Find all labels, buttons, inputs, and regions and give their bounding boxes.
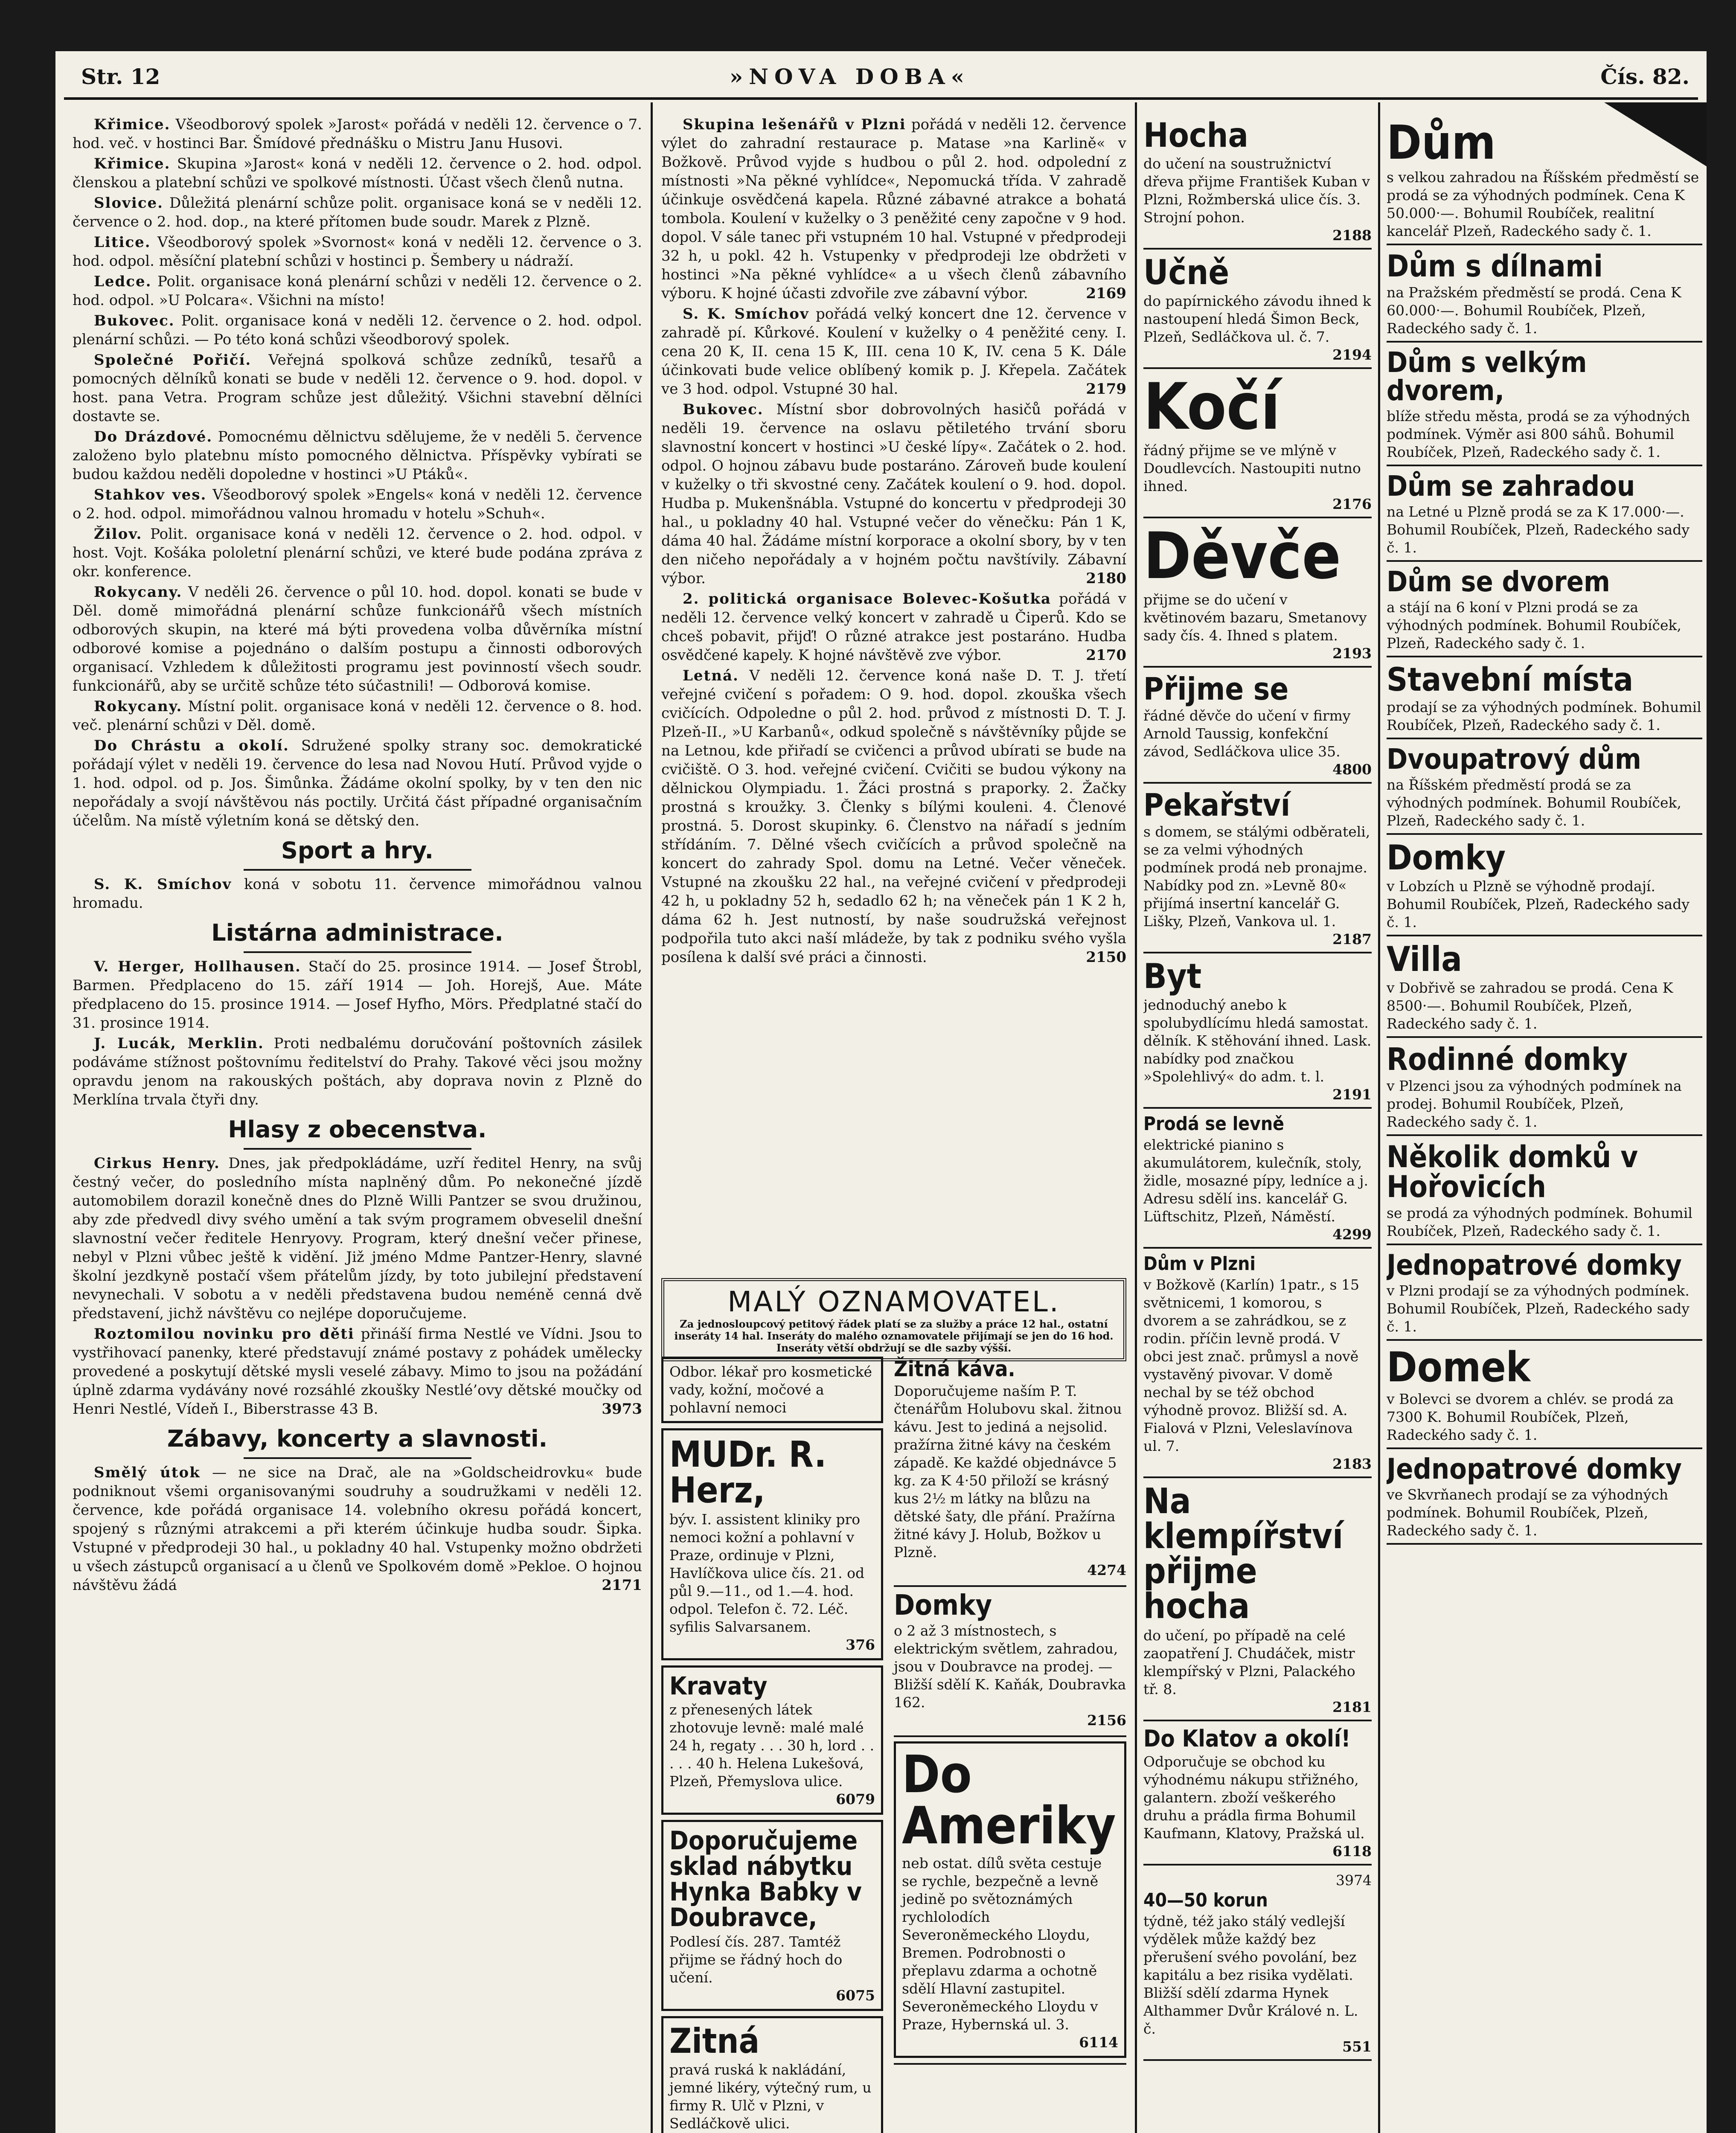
ad-heading: Děvče [1143, 519, 1341, 593]
ad-text: ve Skvrňanech prodají se za výhodných podmínek. Bohumil Roubíček, Plzeň, Radeckého sady č. 1. [1387, 1486, 1669, 1539]
notice-lead: Ledce. [94, 273, 152, 290]
notice-lead: Do Drázdové. [94, 428, 213, 445]
ad-heading: Do Klatov a okolí! [1143, 1725, 1351, 1752]
ad-heading: 40—50 korun [1143, 1889, 1268, 1911]
column-1 [73, 115, 642, 2133]
ad-number: 3974 [1336, 1872, 1372, 1889]
notice-paragraph [661, 666, 1126, 967]
ad-heading: Domky [894, 1589, 992, 1622]
ad-heading: Domek [1387, 1343, 1531, 1391]
ad-heading: Kočí [1143, 370, 1280, 444]
classified-ad [1143, 1255, 1372, 1478]
ad-text: v Dobřivě se zahradou se prodá. Cena K 8500·—. Bohumil Roubíček, Plzeň, Radeckého sady č. 1. [1387, 979, 1673, 1032]
classifieds-banner [661, 1278, 1126, 1361]
page-header [55, 51, 1707, 98]
issue-number: Čís. 82. [1600, 64, 1689, 89]
ad-heading: Pekařství [1143, 787, 1291, 823]
ad-text: na Letné u Plzně prodá se za K 17.000·—. Bohumil Roubíček, Plzeň, Radeckého sady č. 1. [1387, 503, 1689, 556]
ad-text: z přenesených látek zhotovuje levně: malé malé 24 h, regaty . . . 30 h, lord . . . . . 40 h. Helena Lukešová, Plzeň, Přemyslova ulice. [669, 1701, 875, 1790]
classified-ad [1387, 1251, 1702, 1341]
notice-lead: Roztomilou novinku pro děti [94, 1325, 355, 1343]
ad-text: blíže středu města, prodá se za výhodných podmínek. Výměr asi 800 sáhů. Bohumil Roubíček, Plzeň, Radeckého sady č. 1. [1387, 408, 1690, 460]
ad-text: v Lobzích u Plzně se výhodně prodají. Bohumil Roubíček, Plzeň, Radeckého sady č. 1. [1387, 878, 1689, 930]
ad-heading: Dům [1387, 117, 1496, 170]
notice-text: Místní sbor dobrovolných hasičů pořádá v neděli 19. července na oslavu pětiletého trvání sboru slavnostní koncert v hostinci »U české lípy«. Začátek o 2. hod. odpol. O hojnou zábavu bude postaráno. Zároveň bude koulení v kuželky o tři skvostné ceny. Začátek koulení o 9. hod. dopol. Hudba p. Mukenšnábla. Vstupné do koncertu v předprodeji 30 hal., u pokladny 40 hal. Vstupné večer do věnečku: Pán 1 K, dáma 40 hal. Žádáme místní korporace a okolní sbory, by v ten den ničeho nepořádaly a v hojném počtu navštívily. Zábavní výbor. [661, 401, 1126, 587]
notice-paragraph [73, 697, 642, 735]
header-rule [64, 97, 1698, 100]
notice-text: Polit. organisace koná v neděli 12. července o 2. hod. odpol. plenární schůzi. — Po této koná schůzi všeodborový spolek. [73, 312, 642, 348]
notice-lead: Křimice. [94, 155, 171, 172]
classified-ad [1387, 1041, 1702, 1136]
ad-heading: Kravaty [669, 1671, 768, 1700]
newspaper-page [55, 51, 1707, 2133]
classified-ad [1387, 745, 1702, 835]
ad-heading: Stavební místa [1387, 660, 1634, 698]
section-heading: Sport a hry. [281, 837, 433, 864]
ad-number: 6075 [836, 1987, 875, 2004]
ad-text: do učení, po případě na celé zaopatření J. Chudáček, mistr klempířský v Plzni, Palackého tř. 8. [1143, 1627, 1355, 1697]
notice-text: Skupina »Jarost« koná v neděli 12. července o 2. hod. odpol. členskou a platební schůzi ve spolkové místnosti. Účast všech členů nutna. [73, 155, 642, 191]
notice-paragraph [73, 875, 642, 912]
ad-heading: Dům s velkým dvorem, [1387, 346, 1587, 407]
classified-ad [661, 2016, 883, 2133]
notice-paragraph [661, 590, 1126, 665]
ad-heading: Dům v Plzni [1143, 1253, 1256, 1275]
classified-ad [1143, 1871, 1372, 2061]
notice-number: 2171 [602, 1577, 642, 1594]
ad-number: 6079 [836, 1791, 875, 1808]
section-heading: Zábavy, koncerty a slavnosti. [167, 1425, 548, 1452]
ad-text: Doporučujeme naším P. T. čtenářům Holubovu skal. žitnou kávu. Jest to jediná a nejsolid. pražírna žitné kávy na českém západě. Ke každé objednávce 5 kg. za K 4·50 přiloží se krásný kus 2½ m látky na blůzu na dětské šaty, dle přání. Pražírna žitné kávy J. Holub, Božkov u Plzně. [894, 1383, 1122, 1561]
column-3 [1143, 117, 1372, 2133]
section-rule [244, 1148, 471, 1150]
ad-heading: Hocha [1143, 117, 1248, 155]
classified-ad [1143, 1727, 1372, 1866]
ad-text: na Říšském předměstí prodá se za výhodných podmínek. Bohumil Roubíček, Plzeň, Radeckého sady č. 1. [1387, 776, 1682, 829]
ad-text: týdně, též jako stálý vedlejší výdělek může každý bez přerušení svého povolání, bez kapitálu a bez risika vydělati. Bližší sdělí zdarma Hynek Althammer Dvůr Králové n. L. č. [1143, 1913, 1358, 2037]
notice-lead: 2. politická organisace Bolevec-Košutka [683, 590, 1052, 607]
notice-text: Proti nedbalému doručování poštovních zásilek podáváme stížnost poštovnímu ředitelství do Prahy. Takové věci jsou možny opravdu jenom na rakouských poštách, aby doprava novin z Plzně do Merklína trvala čtyři dny. [73, 1035, 642, 1108]
masthead: »NOVA DOBA« [730, 64, 970, 89]
ad-text: do papírnického závodu ihned k nastoupení hledá Šimon Beck, Plzeň, Sedláčkova ul. č. 7. [1143, 293, 1371, 345]
notice-text: pořádá velký koncert dne 12. července v zahradě pí. Kůrkové. Koulení v kuželky o 4 peněžité ceny. I. cena 20 K, II. cena 15 K, III. cena 10 K, IV. cena 5 K. Dále účinkovati bude velice oblíbený komik p. J. Křepela. Začátek ve 3 hod. odpol. Vstupné 30 hal. [661, 305, 1126, 398]
notice-lead: Rokycany. [94, 584, 183, 601]
notice-text: Polit. organisace koná plenární schůzi v neděli 12. července o 2. hod. odpol. »U Polcara«. Všichni na místo! [73, 273, 642, 309]
notice-paragraph [73, 525, 642, 581]
column-2 [661, 115, 1126, 1267]
classified-ad [1387, 565, 1702, 657]
ad-heading: Domky [1387, 838, 1506, 878]
ad-heading: Přijme se [1143, 671, 1289, 707]
notice-paragraph [73, 115, 642, 153]
notice-number: 2170 [1086, 647, 1126, 664]
ad-heading: Několik domků v Hořovicích [1387, 1139, 1638, 1204]
ad-number: 4299 [1332, 1226, 1372, 1243]
notice-number: 2150 [1086, 949, 1126, 966]
classified-ad [1143, 519, 1372, 668]
classified-ad [661, 1665, 883, 1815]
ad-number: 2187 [1332, 931, 1372, 947]
ad-heading: Doporučujeme sklad nábytku Hynka Babky v Doubravce, [669, 1826, 862, 1932]
notice-number: 2180 [1086, 570, 1126, 587]
classified-ad [1143, 370, 1372, 518]
classified-ad [1143, 119, 1372, 250]
notice-lead: Bukovec. [683, 401, 764, 418]
notice-text: V neděli 12. července koná naše D. T. J. třetí veřejné cvičení s pořadem: O 9. hod. dopol. zkouška všech cvičících. Odpoledne o půl 2. hod. průvod z místnosti D. T. J. Plzeň-II., »U Karbanů«, odkud společně s návštěvníky půjde se na Letnou, kde přiřadí se cvičenci a průvod ubírati se bude na cvičiště. O 3. hod. veřejné cvičení. Cvičiti se budou výkony na dělnickou Olympiadu. 1. Žáci prostná s praporky. 2. Žačky prostná s kroužky. 3. Členky s bílými kouleni. 4. Členové prostná. 5. Dorost skupinky. 6. Členstvo na nářadí s jedním střídáním. 7. Dělné všech cvičících a průvod společně na koncert do zahrady Spol. domu na Letné. Večer věneček. Vstupné na zkoušku 22 hal., na veřejné cvičení v předprodeji 42 h, u pokladny 52 h, sedadlo 62 h; na věneček pán 1 K 2 h, dáma 62 h. Jest nutností, by naše soudružská veřejnost podpořila tuto akci naší mládeže, by tak z podniku svého vyšla posílena k další své práci a činnosti. [661, 667, 1126, 966]
ad-heading: Dům s dílnami [1387, 249, 1603, 284]
ad-text: se prodá za výhodných podmínek. Bohumil Roubíček, Plzeň, Radeckého sady č. 1. [1387, 1205, 1692, 1239]
section-heading: Hlasy z obecenstva. [228, 1116, 487, 1143]
section-rule [244, 951, 471, 953]
ad-number: 4274 [1087, 1562, 1126, 1578]
notice-paragraph [73, 427, 642, 484]
notice-paragraph [73, 154, 642, 192]
notice-lead: Slovice. [94, 195, 163, 212]
ad-number: 2188 [1332, 227, 1372, 244]
notice-paragraph [73, 736, 642, 830]
notice-paragraph [73, 1154, 642, 1323]
classified-ad [1387, 472, 1702, 562]
notice-paragraph [661, 115, 1126, 303]
classifieds-terms: Za jednosloupcový petitový řádek platí se za služby a práce 12 hal., ostatní inseráty 14 hal. Inseráty do malého oznamovatele přijímají se jen do 16 hod. Inseráty větší obdržují se dle sazby výšší. [674, 1318, 1114, 1354]
ad-rule [894, 1585, 1126, 1587]
column-rule [1135, 102, 1137, 2133]
notice-lead: Smělý útok [94, 1464, 201, 1481]
ad-number: 4800 [1332, 761, 1372, 778]
ad-heading: Zitná [669, 2021, 760, 2061]
ad-heading: Dvoupatrový dům [1387, 743, 1641, 776]
section-rule [244, 1457, 471, 1459]
notice-lead: Žilov. [94, 526, 142, 543]
notice-lead: Litice. [94, 234, 151, 251]
classifieds-block [661, 1271, 1126, 2133]
ad-text: neb ostat. dílů světa cestuje se rychle, bezpečně a levně jedině po světoznámých rychlolodích Severoněmeckého Lloydu, Bremen. Podrobnosti o přeplavu zdarma a ochotně sdělí Hlavní zastupitel. Severoněmeckého Lloydu v Praze, Hybernská ul. 3. [902, 1855, 1102, 2033]
ad-text: řádné děvče do učení v firmy Arnold Taussig, konfekční závod, Sedláčkova ulice 35. [1143, 707, 1351, 760]
ad-text: v Plzenci jsou za výhodných podmínek na prodej. Bohumil Roubíček, Plzeň, Radeckého sady č. 1. [1387, 1078, 1682, 1130]
notice-lead: S. K. Smíchov [94, 876, 232, 893]
notice-text: přináší firma Nestlé ve Vídni. Jsou to vystřihovací panenky, které představují známé postavy z pohádek umělecky provedené a poskytují dětské mysli veselé zábavy. Mimo to jsou na požádání úplně zdarma vydávány nové rozsáhlé zkoušky Nestlé’ovy dětské moučky od Henri Nestlé, Vídeň I., Biberstrasse 43 B. [73, 1325, 642, 1418]
notice-text: — ne sice na Drač, ale na »Goldscheidrovku« bude podniknout všemi organisovanými soudruhy a soudružkami v neděli 12. července, kde pořádá organisace 14. volebního okresu pořádá koncert, spojený s různými atrakcemi a při kterém účinkuje hudba soudr. Šipka. Vstupné v předprodeji 30 hal., u pokladny 40 hal. Vstupenky možno obdržeti u všech zástupců organisací a u členů ve Spolkovém domě »Pekloe. O hojnou návštěvu žádá [73, 1464, 642, 1594]
notice-paragraph [73, 311, 642, 349]
ad-number: 2156 [1087, 1712, 1126, 1729]
notice-text: Všeodborový spolek »Engels« koná v neděli 12. července o 2. hod. odpol. mimořádnou valnou hromadu v hotelu »Schuh«. [73, 486, 642, 522]
ad-text: do učení na soustružnictví dřeva přijme František Kuban v Plzni, Rožmberská ulice čís. 3. Strojní pohon. [1143, 155, 1370, 226]
ad-text: býv. I. assistent kliniky pro nemoci kožní a pohlavní v Praze, ordinuje v Plzni, Havlíčkova ulice čís. 21. od půl 9.—11., od 1.—4. hod. odpol. Telefon č. 72. Léč. syfilis Salvarsanem. [669, 1511, 865, 1635]
ad-heading: Villa [1387, 939, 1462, 979]
ad-number: 2191 [1332, 1086, 1372, 1103]
classified-ad [661, 1428, 883, 1660]
classified-ad [1387, 1139, 1702, 1245]
ad-text: pravá ruská k nakládání, jemné likéry, výtečný rum, u firmy R. Ulč v Plzni, v Sedláčkově ulici. [669, 2061, 872, 2132]
ad-text: přijme se do učení v květinovém bazaru, Smetanovy sady čís. 4. Ihned s platem. [1143, 591, 1367, 644]
ad-heading: Učně [1143, 253, 1230, 292]
ad-heading: Dům se dvorem [1387, 565, 1610, 598]
notice-paragraph [73, 1463, 642, 1595]
notice-paragraph [73, 1325, 642, 1418]
ad-number: 6118 [1332, 1843, 1372, 1860]
ad-heading: Na klempířství přijme hocha [1143, 1481, 1343, 1627]
ad-number: 2194 [1332, 346, 1372, 363]
notice-lead: Rokycany. [94, 698, 183, 715]
notice-lead: S. K. Smíchov [683, 305, 809, 323]
notice-lead: Bukovec. [94, 312, 175, 329]
notice-text: V neděli 26. července o půl 10. hod. dopol. konati se bude v Děl. domě mimořádná plenární schůze funkcionářů všech místních odborových skupin, na které má býti provedena volba důvěrníka místní odborové komise a pojednáno o dalším postupu a činnosti odborových organisací. Vzhledem k důležitosti programu jest povinností všech soudr. funkcionářů, aby se určitě schůze této súčastnili! — Odborová komise. [73, 584, 642, 695]
ad-rule [894, 1735, 1126, 1737]
ad-text: Odporučuje se obchod ku výhodnému nákupu střižného, galantern. zboží veškerého druhu a prádla firma Bohumil Kaufmann, Klatovy, Pražská ul. [1143, 1753, 1365, 1842]
column-rule [1378, 102, 1380, 2133]
ad-heading: MUDr. R. Herz, [669, 1433, 827, 1511]
notice-paragraph [73, 957, 642, 1032]
classified-ad [1143, 787, 1372, 953]
notice-number: 2169 [1086, 285, 1126, 302]
notice-text: pořádá v neděli 12. července velký koncert v zahradě u Čiperů. Kdo se chceš pobavit, přijď! O různé atrakce jest postaráno. Hudba osvědčené kapely. K hojné návštěvě zve výbor. [661, 590, 1126, 664]
ad-text: elektrické pianino s akumulátorem, kulečník, stoly, židle, mosazné pípy, ledníce a j. Adresu sdělí ins. kancelář G. Lüftschitz, Plzeň, Náměstí. [1143, 1136, 1369, 1225]
ad-text: o 2 až 3 místnostech, s elektrickým světlem, zahradou, jsou v Doubravce na prodej. — Bližší sdělí K. Kaňák, Doubravka 162. [894, 1622, 1126, 1711]
classified-ad [1387, 251, 1702, 343]
ad-text: v Plzni prodají se za výhodných podmínek. Bohumil Roubíček, Plzeň, Radeckého sady č. 1. [1387, 1282, 1689, 1335]
ad-text: jednoduchý anebo k spolubydlícímu hledá samostat. dělník. K stěhování ihned. Lask. nabídky pod značkou »Spolehlivý« do adm. t. l. [1143, 997, 1372, 1085]
classified-ad [894, 1741, 1126, 2058]
classified-ad [661, 1820, 883, 2011]
notice-text: Stačí do 25. prosince 1914. — Josef Štrobl, Barmen. Předplaceno do 15. září 1914 — Joh. Horejš, Aue. Máte předplaceno do 15. prosince 1914. — Josef Hyfho, Mörs. Předplatné stačí do 31. prosince 1914. [73, 958, 642, 1032]
ad-number: 2193 [1332, 645, 1372, 662]
notice-text: Důležitá plenární schůze polit. organisace koná se v neděli 12. července o 2. hod. dop., na které přítomen bude soudr. Marek z Plzně. [73, 195, 642, 230]
notice-paragraph [661, 400, 1126, 588]
ad-number: 551 [1342, 2038, 1372, 2055]
notice-number: 3973 [602, 1401, 642, 1418]
classified-ad [1387, 119, 1702, 245]
classified-ad [894, 1591, 1126, 1729]
notice-paragraph [73, 194, 642, 231]
classified-ad [1387, 346, 1702, 466]
ad-text: v Bolevci se dvorem a chlév. se prodá za 7300 K. Bohumil Roubíček, Plzeň, Radeckého sady č. 1. [1387, 1391, 1674, 1443]
notice-text: Všeodborový spolek »Svornost« koná v neděli 12. července o 3. hod. odpol. měsíční platební schůzi v hostinci p. Šembery u nádraží. [73, 234, 642, 270]
classified-ad [1387, 1455, 1702, 1545]
column-rule [651, 102, 653, 2133]
section-rule [244, 869, 471, 871]
ad-text: na Pražském předměstí se prodá. Cena K 60.000·—. Bohumil Roubíček, Plzeň, Radeckého sady č. 1. [1387, 284, 1681, 337]
classifieds-title: MALÝ OZNAMOVATEL. [727, 1285, 1060, 1318]
classifieds-left [661, 1357, 883, 2133]
notice-text: pořádá v neděli 12. července výlet do zahradní restaurace p. Matase »na Karlině« v Božkově. Průvod vyjde s hudbou o půl 2. hod. odpolední z místnosti »Na pěkné vyhlídce«, Nepomucká třída. V zahradě účinkuje osvědčená kapela. Různé zábavné atrakce a bohatá tombola. Koulení v kuželky o 3 peněžité ceny započne v 9 hod. dopol. V sále tanec při vstupném 10 hal. Vstupné v předprodeji 32 h, u pokl. 42 h. Vstupenky v předprodeji lze obdržeti v hostinci »Na pěkné vyhlídce« a u všech členů zábavního výboru. K hojné účasti zdvořile zve zábavní výbor. [661, 116, 1126, 302]
ad-heading: Jednopatrové domky [1387, 1249, 1682, 1282]
notice-lead: Skupina lešenářů v Plzni [683, 116, 906, 133]
notice-text: koná v sobotu 11. července mimořádnou valnou hromadu. [73, 876, 642, 912]
notice-paragraph [73, 233, 642, 270]
notice-text: Všeodborový spolek »Jarost« pořádá v neděli 12. července o 7. hod. več. v hostinci Bar. Šmídové přednášku o Mistru Janu Husovi. [73, 116, 642, 152]
ad-heading: Rodinné domky [1387, 1041, 1628, 1077]
ad-text: v Božkově (Karlín) 1patr., s 15 světnicemi, 1 komorou, s dvorem a se zahrádkou, se z rodin. příčin levně prodá. V obci jest znač. průmysl a nově vystavěný pivovar. V domě nechal by se též obchod výhodně provoz. Bližší sd. A. Fialová v Plzni, Veleslavínova ul. 7. [1143, 1276, 1359, 1454]
notice-lead: Letná. [683, 667, 739, 684]
ad-number: 2183 [1332, 1456, 1372, 1472]
ad-text: Podlesí čís. 287. Tamtéž přijme se řádný hoch do učení. [669, 1933, 843, 1986]
section-heading: Listárna administrace. [211, 919, 503, 946]
notice-text: Dnes, jak předpokládáme, uzří ředitel Henry, na svůj čestný večer, do posledního místa naplněný dům. Po nekonečné jízdě automobilem dorazil konečně dnes do Plzně Willi Pantzer se svou družinou, aby zde předvedl divy svého umění a tak svým programem obveselil dnešní slavnostní večer ředitele Henryovy. Program, který dnešní večer přinese, nebyl v Plzni vůbec ještě k vidění. Již jméno Mdme Pantzer-Henry, slavné školní jezdkyně postačí všem přátelům jízdy, by toto jubilejní představení nevynechali. V sobotu a v neděli představena budou neméně cenná dvě představení, jichž návštěvu co nejlépe doporučujeme. [73, 1155, 642, 1322]
notice-paragraph [73, 485, 642, 523]
ad-heading: Žitná káva. [894, 1357, 1015, 1381]
ad-rule [894, 2063, 1126, 2065]
notice-text: Pomocnému dělnictvu sdělujeme, že v neděli 5. července založeno bylo platebnu místo pomocného dělnictva. Příspěvky vybírati se budou každou neděli dopoledne v hostinci »U Ptáků«. [73, 428, 642, 483]
notice-lead: J. Lucák, Merklin. [94, 1035, 264, 1052]
classified-ad [1387, 939, 1702, 1038]
notice-paragraph [73, 351, 642, 426]
ad-number: 2181 [1332, 1699, 1372, 1715]
ad-text: prodají se za výhodných podmínek. Bohumil Roubíček, Plzeň, Radeckého sady č. 1. [1387, 699, 1701, 733]
ad-number: 6114 [1079, 2034, 1118, 2051]
ad-number: 2176 [1332, 496, 1372, 512]
ad-text: s velkou zahradou na Říšském předměstí se prodá se za výhodných podmínek. Cena K 50.000·—. Bohumil Roubíček, realitní kancelář Plzeň, Radeckého sady č. 1. [1387, 169, 1699, 239]
classified-ad [1143, 1481, 1372, 1721]
notice-number: 2179 [1086, 381, 1126, 398]
classifieds-right [894, 1357, 1126, 2069]
column-4 [1387, 117, 1702, 2133]
notice-text: Polit. organisace koná v neděli 12. července o 2. hod. odpol. v host. Vojt. Košáka pololetní plenární schůzi, ve které bude podána zpráva z okr. konference. [73, 526, 642, 580]
classified-ad [1387, 660, 1702, 739]
ad-text: řádný přijme se ve mlýně v Doudlevcích. Nastoupiti nutno ihned. [1143, 442, 1361, 494]
notice-lead: Stahkov ves. [94, 486, 207, 503]
ad-heading: Do Ameriky [902, 1745, 1116, 1856]
classified-ad [1143, 253, 1372, 369]
notice-paragraph [73, 1034, 642, 1109]
notice-lead: Křimice. [94, 116, 171, 133]
classified-ad [1143, 956, 1372, 1109]
notice-lead: Cirkus Henry. [94, 1155, 220, 1172]
notice-paragraph [73, 583, 642, 695]
classified-ad [661, 1357, 883, 1423]
notice-text: Sdružené spolky strany soc. demokratické pořádají výlet v neděli 19. července do lesa nad Novou Hutí. Průvod vyjde o 1. hod. odpol. od p. Jos. Šimůnka. Žádáme okolní spolky, by v ten den nic nepořádaly a svojí návštěvou nás poctily. Určitá část případné organisačním účelům. Na místě výletním koná se dětský den. [73, 737, 642, 829]
ad-text: s domem, se stálými odběrateli, se za velmi výhodných podmínek prodá neb pronajme. Nabídky pod zn. »Levně 80« přijímá insertní kancelář G. Lišky, Plzeň, Vankova ul. 1. [1143, 823, 1370, 930]
classified-ad [1143, 671, 1372, 784]
ad-heading: Jednopatrové domky [1387, 1453, 1682, 1485]
classified-ad [1387, 838, 1702, 936]
classified-ad [1143, 1115, 1372, 1249]
notice-lead: Společné Pořičí. [94, 352, 252, 369]
notice-text: Místní polit. organisace koná v neděli 12. července o 8. hod. več. plenární schůzi v Děl. domě. [73, 698, 642, 734]
notice-text: Veřejná spolková schůze zedníků, tesařů a pomocných dělníků konati se bude v neděli 12. července o 9. hod. dopol. v host. pana Vetra. Program schůze jest důležitý. Všichni stavební dělníci dostavte se. [73, 352, 642, 425]
ad-text: a stájí na 6 koní v Plzni prodá se za výhodných podmínek. Bohumil Roubíček, Plzeň, Radeckého sady č. 1. [1387, 599, 1682, 651]
notice-paragraph [73, 272, 642, 310]
ad-number: 376 [846, 1636, 875, 1653]
classified-ad [1387, 1343, 1702, 1449]
notice-lead: Do Chrástu a okolí. [94, 737, 289, 754]
page-number: Str. 12 [81, 64, 160, 89]
ad-text: Odbor. lékař pro kosmetické vady, kožní, močové a pohlavní nemoci [669, 1363, 872, 1416]
ad-heading: Byt [1143, 956, 1202, 996]
ad-heading: Prodá se levně [1143, 1113, 1284, 1135]
ad-heading: Dům se zahradou [1387, 470, 1635, 503]
notice-lead: V. Herger, Hollhausen. [94, 958, 301, 975]
classified-ad [894, 1358, 1126, 1579]
notice-paragraph [661, 305, 1126, 398]
